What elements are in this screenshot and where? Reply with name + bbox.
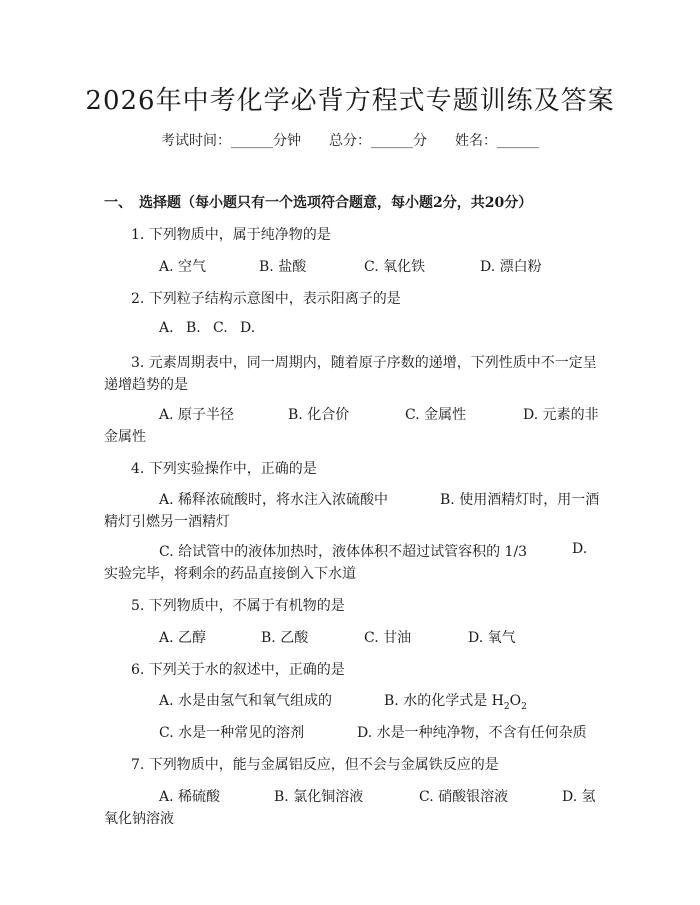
q4-option-b-continued: 精灯引燃另一酒精灯 xyxy=(104,514,230,530)
q4-option-d-label: D. xyxy=(572,541,588,557)
q2-option-a: A. xyxy=(159,320,174,336)
q1-option-d: D. 漂白粉 xyxy=(480,259,542,275)
question-3-stem-line1: 3. 元素周期表中，同一周期内，随着原子序数的递增，下列性质中不一定呈 xyxy=(131,355,597,371)
q3-option-c: C. 金属性 xyxy=(405,407,467,423)
q2-option-b: B. xyxy=(186,320,201,336)
section-heading: 一、 选择题（每小题只有一个选项符合题意，每小题2分，共20分） xyxy=(104,195,533,211)
q7-option-d: D. 氢 xyxy=(562,789,596,805)
question-5-stem: 5. 下列物质中，不属于有机物的是 xyxy=(131,598,345,614)
question-4-stem: 4. 下列实验操作中，正确的是 xyxy=(131,461,317,477)
question-6-stem: 6. 下列关于水的叙述中，正确的是 xyxy=(131,662,345,678)
formula-element: O xyxy=(509,693,522,709)
q7-option-b: B. 氯化铜溶液 xyxy=(274,789,364,805)
q1-option-a: A. 空气 xyxy=(159,259,207,275)
question-2-stem: 2. 下列粒子结构示意图中，表示阳离子的是 xyxy=(131,291,401,307)
q3-option-d: D. 元素的非 xyxy=(523,407,599,423)
subscript: 2 xyxy=(503,701,510,712)
question-1-stem: 1. 下列物质中，属于纯净物的是 xyxy=(131,227,331,243)
q5-option-a: A. 乙醇 xyxy=(159,630,207,646)
q6-option-a: A. 水是由氢气和氧气组成的 xyxy=(159,693,333,709)
subscript: 2 xyxy=(521,701,527,712)
q4-option-b: B. 使用酒精灯时，用一酒 xyxy=(440,492,600,508)
exam-meta-line: 考试时间：______分钟 总分：______分 姓名：______ xyxy=(161,133,539,149)
question-3-stem-line2: 递增趋势的是 xyxy=(104,377,188,393)
q2-option-d: D. xyxy=(240,320,256,336)
q6-option-b xyxy=(384,690,527,712)
q5-option-b: B. 乙酸 xyxy=(261,630,309,646)
question-7-stem: 7. 下列物质中，能与金属铝反应，但不会与金属铁反应的是 xyxy=(131,757,499,773)
q1-option-b: B. 盐酸 xyxy=(259,259,307,275)
q6-option-c: C. 水是一种常见的溶剂 xyxy=(159,725,305,741)
q4-option-c: C. 给试管中的液体加热时，液体体积不超过试管容积的 1/3 xyxy=(159,544,528,560)
q5-option-c: C. 甘油 xyxy=(364,630,412,646)
q4-option-a: A. 稀释浓硫酸时，将水注入浓硫酸中 xyxy=(159,492,389,508)
q7-option-c: C. 硝酸银溶液 xyxy=(419,789,509,805)
q3-option-d-continued: 金属性 xyxy=(104,429,146,445)
q7-option-a: A. 稀硫酸 xyxy=(159,789,221,805)
q7-option-d-continued: 氧化钠溶液 xyxy=(104,811,174,827)
q3-option-b: B. 化合价 xyxy=(288,407,350,423)
q6-option-d: D. 水是一种纯净物，不含有任何杂质 xyxy=(357,725,587,741)
q6-option-b-text: B. 水的化学式是 H xyxy=(384,693,504,709)
q1-option-c: C. 氧化铁 xyxy=(364,259,426,275)
q4-option-d-text: 实验完毕，将剩余的药品直接倒入下水道 xyxy=(104,566,356,582)
q3-option-a: A. 原子半径 xyxy=(159,407,235,423)
q2-option-c: C. xyxy=(213,320,228,336)
document-title: 2026年中考化学必背方程式专题训练及答案 xyxy=(85,86,615,116)
q5-option-d: D. 氧气 xyxy=(468,630,516,646)
